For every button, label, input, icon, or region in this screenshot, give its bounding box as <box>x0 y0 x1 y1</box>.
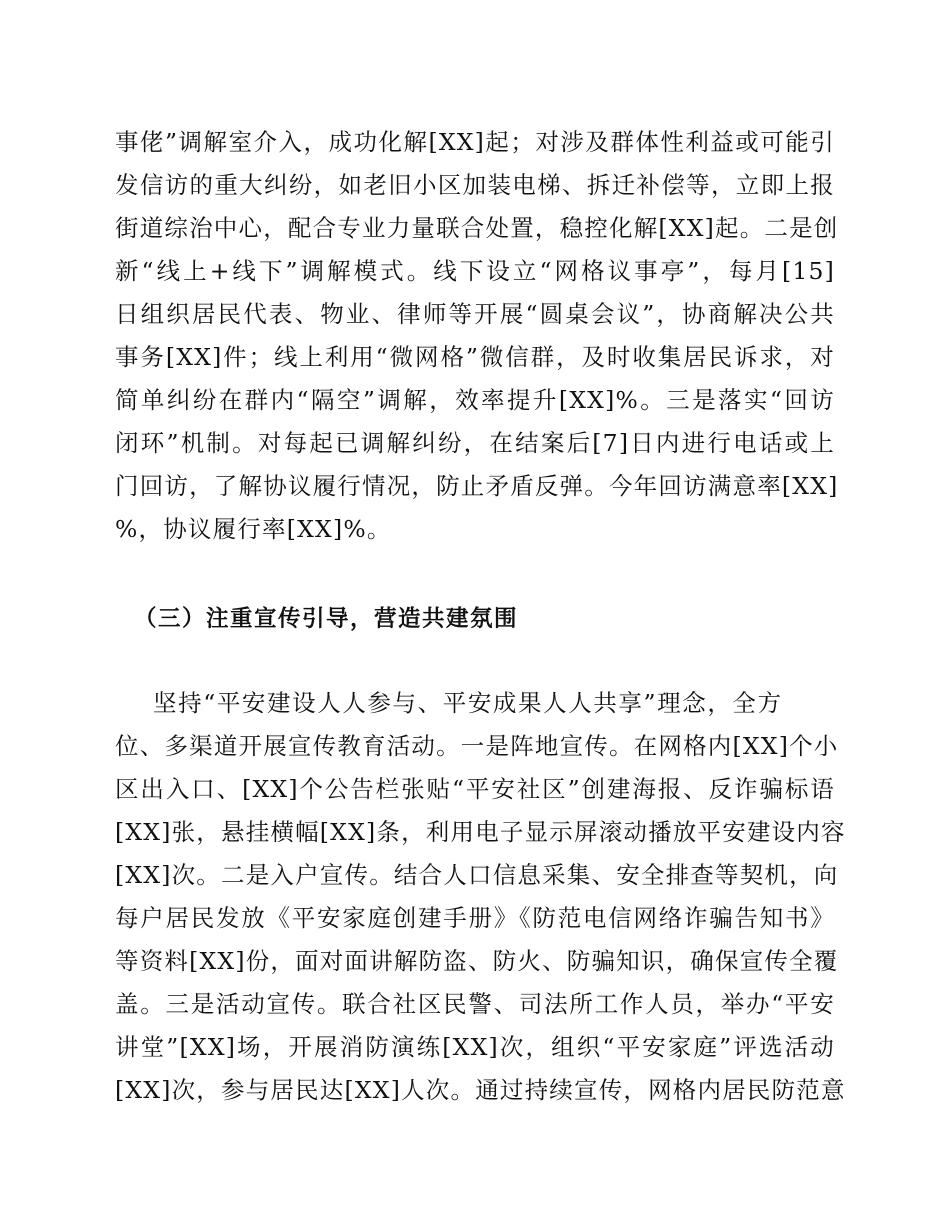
text-line: 事务[XX]件；线上利用“微网格”微信群，及时收集居民诉求，对 <box>115 343 835 371</box>
text-line: 发信访的重大纠纷，如老旧小区加装电梯、拆迁补偿等，立即上报 <box>115 171 835 199</box>
text-line: 等资料[XX]份，面对面讲解防盗、防火、防骗知识，确保宣传全覆 <box>115 947 839 975</box>
text-line: 讲堂”[XX]场，开展消防演练[XX]次，组织“平安家庭”评选活动 <box>115 1033 835 1061</box>
text-line: %，协议履行率[XX]%。 <box>115 515 392 543</box>
section-heading: （三）注重宣传引导，营造共建氛围 <box>134 606 519 632</box>
text-line: [XX]次，参与居民达[XX]人次。通过持续宣传，网格内居民防范意 <box>115 1076 846 1104</box>
text-line: 每户居民发放《平安家庭创建手册》《防范电信网络诈骗告知书》 <box>115 904 835 932</box>
body-paragraph-mediation <box>115 121 839 551</box>
text-line: 区出入口、[XX]个公告栏张贴“平安社区”创建海报、反诈骗标语 <box>115 775 835 803</box>
text-line: [XX]次。二是入户宣传。结合人口信息采集、安全排查等契机，向 <box>115 861 839 889</box>
text-line: [XX]张，悬挂横幅[XX]条，利用电子显示屏滚动播放平安建设内容 <box>115 818 846 846</box>
text-line: 日组织居民代表、物业、律师等开展“圆桌会议”，协商解决公共 <box>115 300 835 328</box>
text-line: 事佬”调解室介入，成功化解[XX]起；对涉及群体性利益或可能引 <box>115 128 835 156</box>
text-line: 位、多渠道开展宣传教育活动。一是阵地宣传。在网格内[XX]个小 <box>115 732 839 760</box>
body-paragraph-publicity <box>115 682 846 1112</box>
text-line: 闭环”机制。对每起已调解纠纷，在结案后[7]日内进行电话或上 <box>115 429 835 457</box>
text-line: 坚持“平安建设人人参与、平安成果人人共享”理念，全方 <box>153 689 783 717</box>
text-line: 新“线上+线下”调解模式。线下设立“网格议事亭”，每月[15] <box>115 257 835 285</box>
text-line: 街道综治中心，配合专业力量联合处置，稳控化解[XX]起。二是创 <box>115 214 839 242</box>
text-line: 门回访，了解协议履行情况，防止矛盾反弹。今年回访满意率[XX] <box>115 472 839 500</box>
text-line: 简单纠纷在群内“隔空”调解，效率提升[XX]%。三是落实“回访 <box>115 386 835 414</box>
text-line: 盖。三是活动宣传。联合社区民警、司法所工作人员，举办“平安 <box>115 990 835 1018</box>
